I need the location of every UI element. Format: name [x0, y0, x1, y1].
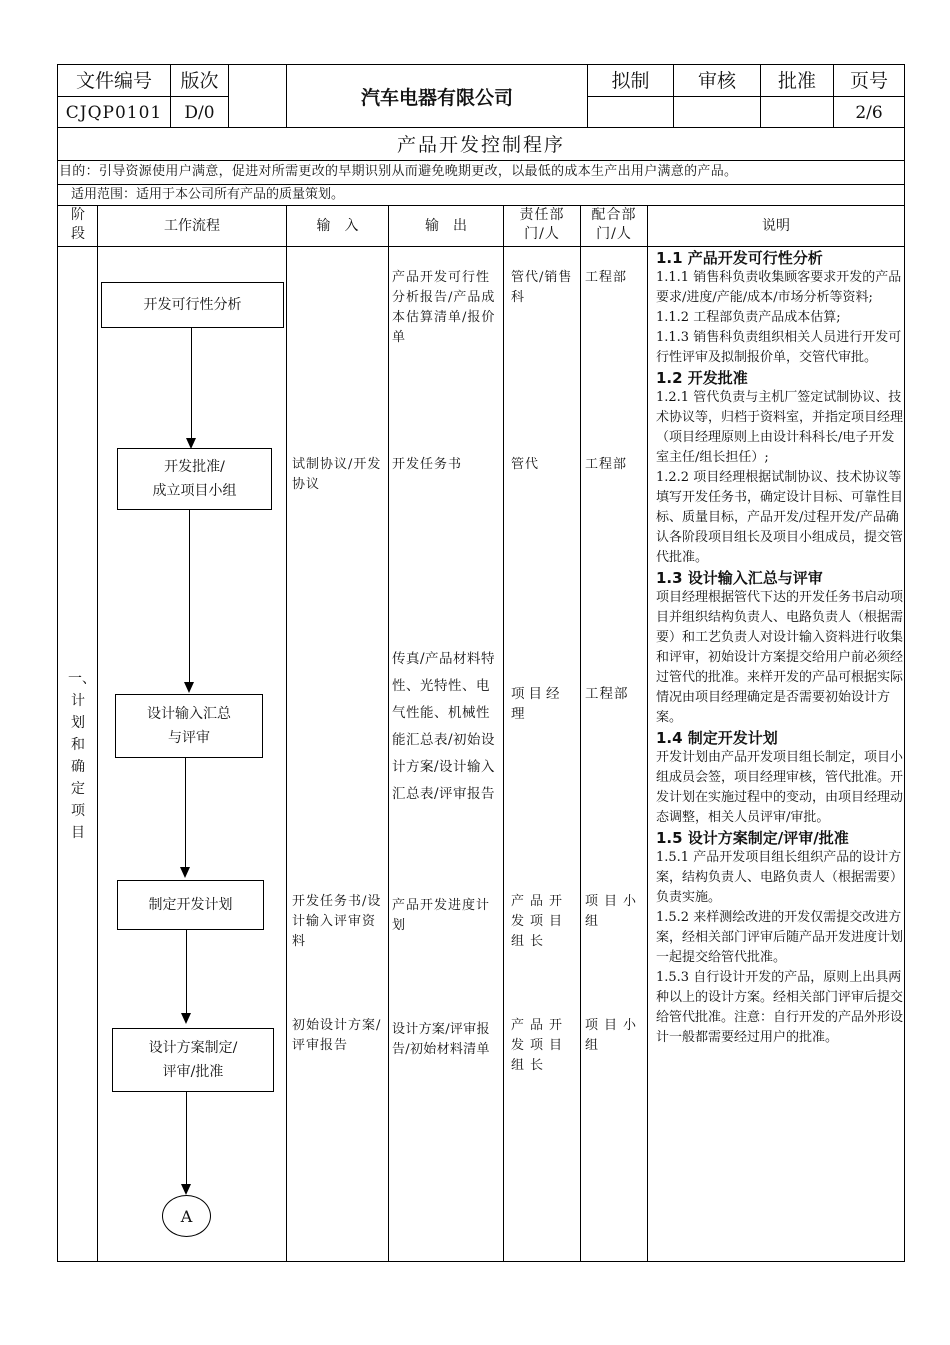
col-input: 输 入	[316, 218, 359, 234]
row1-resp: 管代/销售科	[511, 270, 573, 305]
desc-heading-1-4: 1.4 制定开发计划	[656, 729, 778, 747]
grid-h-header-bottom	[57, 127, 905, 128]
flow-step-design-scheme-l1: 设计方案制定/	[148, 1040, 238, 1056]
row5-coop: 项目小组	[585, 1018, 643, 1053]
page-number: 2/6	[855, 103, 883, 123]
flow-step-design-scheme	[112, 1028, 274, 1092]
flow-step-design-scheme-l2: 评审/批准	[162, 1064, 224, 1080]
row1-output: 产品开发可行性分析报告/产品成本估算清单/报价单	[392, 270, 496, 345]
desc-heading-1-5: 1.5 设计方案制定/评审/批准	[656, 829, 849, 847]
desc-heading-1-3: 1.3 设计输入汇总与评审	[656, 569, 823, 587]
col-output: 输 出	[425, 218, 467, 234]
flow-arrow-3	[185, 757, 186, 868]
grid-h-title-bottom	[57, 160, 905, 161]
flow-arrow-5	[186, 1091, 187, 1186]
grid-v-b6	[647, 205, 648, 1262]
row2-resp: 管代	[511, 457, 540, 472]
desc-heading-1-1: 1.1 产品开发可行性分析	[656, 249, 823, 267]
desc-heading-1-2: 1.2 开发批准	[656, 369, 748, 387]
draft-label: 拟制	[611, 70, 650, 92]
page-label: 页号	[849, 70, 888, 92]
version: D/0	[184, 103, 215, 123]
col-coop: 配合部门/人	[591, 207, 637, 242]
desc-para-1-5-2: 1.5.2 来样测绘改进的开发仅需提交改进方案，经相关部门评审后随产品开发进度计划一起提交给管代批准。	[656, 910, 904, 965]
flow-arrow-4-head	[181, 1013, 191, 1024]
version-label: 版次	[180, 70, 219, 92]
desc-para-1-2-1: 1.2.1 管代负责与主机厂签定试制协议、技术协议等，归档于资料室，并指定项目经理（项目经理原则上由设计科科长/电子开发室主任/组长担任）;	[656, 390, 904, 465]
doc-no-label: 文件编号	[75, 70, 152, 92]
grid-v-left	[57, 64, 58, 1262]
flow-step-feasibility	[101, 282, 284, 328]
grid-v-b5	[580, 205, 581, 1262]
doc-no: CJQP0101	[65, 103, 163, 123]
row4-resp: 产品开发项目组长	[511, 894, 569, 949]
flow-connector-a	[162, 1195, 211, 1237]
flow-arrow-5-head	[181, 1184, 191, 1195]
grid-v-b2	[286, 205, 287, 1262]
flow-arrow-2-head	[184, 682, 194, 693]
flow-connector-a-label: A	[180, 1206, 193, 1226]
desc-para-1-5-3: 1.5.3 自行设计开发的产品，原则上出具两种以上的设计方案。经相关部门评审后提交给管代批准。注意：自行开发的产品外形设计一般都需要经过用户的批准。	[656, 970, 904, 1045]
flow-step-design-input	[115, 694, 263, 758]
flow-arrow-3-head	[180, 867, 190, 878]
grid-v-b3	[388, 205, 389, 1262]
grid-h-colhead-bottom	[57, 246, 905, 247]
flow-arrow-4	[186, 929, 187, 1015]
grid-v-b4	[503, 205, 504, 1262]
flow-step-feasibility-label: 开发可行性分析	[143, 297, 242, 313]
row5-resp: 产品开发项目组长	[511, 1018, 569, 1073]
row2-input: 试制协议/开发协议	[292, 457, 382, 492]
desc-para-1-3: 项目经理根据管代下达的开发任务书启动项目并组织结构负责人、电路负责人（根据需要）和工艺负责人对设计输入资料进行收集和评审，初始设计方案提交给用户前必须经过管代的批准。来样开发的产品可根据实际情况由项目经理确定是否需要初始设计方案。	[656, 590, 904, 725]
desc-para-1-1-1: 1.1.1 销售科负责收集顾客要求开发的产品要求/进度/产能/成本/市场分析等资料;	[656, 270, 902, 305]
stage-label: 一、计划和确定项目	[68, 671, 96, 841]
grid-v-b1	[97, 205, 98, 1262]
row3-output: 传真/产品材料特性、光特性、电气性能、机械性能汇总表/初始设计方案/设计输入汇总表/评审报告	[392, 651, 496, 802]
col-resp: 责任部门/人	[519, 207, 565, 242]
grid-h-header-mid	[57, 96, 229, 97]
grid-h-top	[57, 64, 905, 65]
row5-input: 初始设计方案/评审报告	[292, 1018, 382, 1053]
flow-step-approval-l2: 成立项目小组	[152, 483, 237, 499]
row4-input: 开发任务书/设计输入评审资料	[292, 894, 382, 949]
flow-arrow-1	[191, 327, 192, 440]
desc-para-1-1-2: 1.1.2 工程部负责产品成本估算;	[656, 310, 841, 325]
row5-output: 设计方案/评审报告/初始材料清单	[392, 1022, 490, 1057]
row4-output: 产品开发进度计划	[392, 898, 491, 933]
flow-step-approval-l1: 开发批准/	[164, 459, 225, 475]
flow-step-design-input-l2: 与评审	[168, 730, 210, 746]
flow-arrow-2	[189, 509, 190, 683]
grid-v-h2	[228, 64, 229, 128]
col-desc: 说明	[762, 218, 790, 234]
row1-coop: 工程部	[585, 270, 628, 285]
desc-para-1-2-2: 1.2.2 项目经理根据试制协议、技术协议等填写开发任务书，确定设计目标、可靠性目标、质量目标，产品开发/过程开发/产品确认各阶段项目组长及项目小组成员，提交管代批准。	[656, 470, 904, 565]
row3-resp: 项目经理	[511, 686, 564, 722]
grid-h-bottom	[57, 1261, 905, 1262]
row3-coop: 工程部	[585, 686, 629, 702]
scope-text: 适用范围：适用于本公司所有产品的质量策划。	[71, 187, 345, 202]
row2-output: 开发任务书	[392, 457, 463, 472]
company-name: 汽车电器有限公司	[360, 87, 513, 109]
col-stage: 阶段	[71, 207, 85, 242]
grid-h-header-mid-right	[587, 96, 905, 97]
flow-step-design-input-l1: 设计输入汇总	[147, 706, 231, 722]
desc-para-1-1-3: 1.1.3 销售科负责组织相关人员进行开发可行性评审及拟制报价单，交管代审批。	[656, 330, 902, 365]
approve-label: 批准	[777, 70, 816, 92]
desc-para-1-4: 开发计划由产品开发项目组长制定，项目小组成员会签，项目经理审核，管代批准。开发计划在实施过程中的变动，由项目经理动态调整，相关人员评审/审批。	[656, 750, 904, 825]
col-flow: 工作流程	[164, 218, 220, 234]
flow-step-approval	[117, 448, 272, 510]
flow-step-dev-plan-label: 制定开发计划	[148, 897, 233, 913]
row4-coop: 项目小组	[585, 894, 643, 929]
row2-coop: 工程部	[585, 457, 628, 472]
grid-v-right	[904, 64, 905, 1262]
description-column	[656, 248, 904, 1048]
grid-h-scope-bottom	[57, 205, 905, 206]
page-title: 产品开发控制程序	[396, 134, 565, 156]
flow-step-dev-plan	[117, 880, 264, 930]
review-label: 审核	[697, 70, 736, 92]
desc-para-1-5-1: 1.5.1 产品开发项目组长组织产品的设计方案，结构负责人、电路负责人（根据需要）负责实施。	[656, 850, 904, 905]
purpose-text: 目的：引导资源使用户满意，促进对所需更改的早期识别从而避免晚期更改，以最低的成本生产出用户满意的产品。	[59, 164, 738, 179]
